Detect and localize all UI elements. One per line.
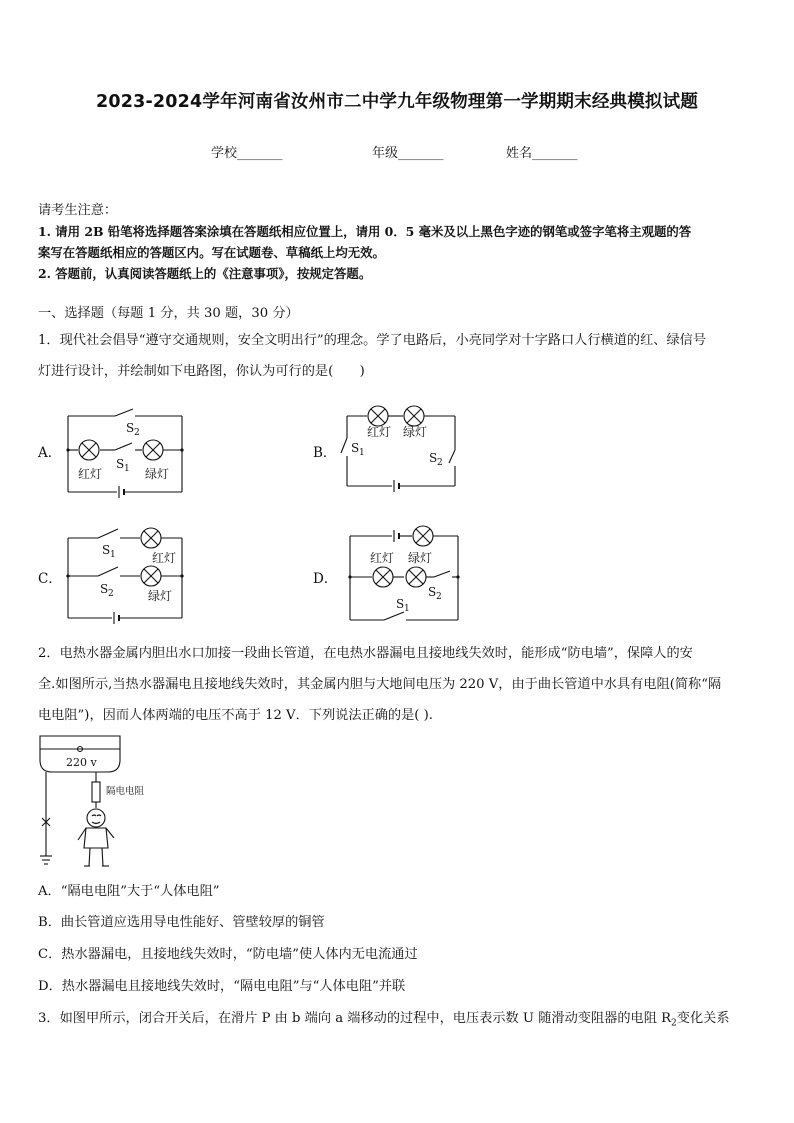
grade-field: 年级_______	[372, 146, 444, 161]
circuit-a-red-label: 红灯	[78, 467, 103, 481]
circuit-b-diagram	[335, 398, 465, 496]
q2-text-line-3: 电电阻”)，因而人体两端的电压不高于 12 V．下列说法正确的是( ).	[38, 708, 433, 723]
name-field: 姓名_______	[506, 146, 578, 161]
circuit-d-diagram	[342, 520, 472, 624]
q2-text-line-1: 2．电热水器金属内胆出水口加接一段曲长管道，在电热水器漏电且接地线失效时，能形成“防电墙”，保障人的安	[38, 646, 693, 661]
page-title: 2023-2024学年河南省汝州市二中学九年级物理第一学期期末经典模拟试题	[95, 92, 699, 112]
q2-option-a: A．“隔电电阻”大于“人体电阻”	[38, 884, 220, 899]
q1-option-d-label: D．	[313, 571, 338, 587]
q3-r-subscript: 2	[671, 1018, 677, 1029]
circuit-b-red-label: 红灯	[367, 425, 392, 439]
circuit-c-s2-label: S	[100, 582, 109, 596]
notice-item-1-line-1: 1. 请用 2B 铅笔将选择题答案涂填在答题纸相应位置上，请用 0．5 毫米及以上黑色字迹的钢笔或签字笔将主观题的答	[38, 224, 692, 239]
circuit-a-diagram	[60, 400, 190, 500]
circuit-c-diagram	[60, 520, 190, 628]
svg-text:2: 2	[436, 592, 442, 602]
circuit-b-s2-label: S	[429, 451, 438, 465]
svg-text:2: 2	[437, 458, 443, 468]
q1-option-a-label: A．	[38, 445, 62, 461]
svg-text:1: 1	[110, 550, 116, 560]
water-heater-figure	[34, 732, 159, 872]
circuit-c-green-label: 绿灯	[148, 589, 173, 603]
svg-text:1: 1	[124, 464, 130, 474]
circuit-c-red-label: 红灯	[152, 551, 177, 565]
notice-heading: 请考生注意：	[38, 203, 118, 218]
q1-text-line-1: 1．现代社会倡导“遵守交通规则，安全文明出行”的理念。学了电路后，小亮同学对十字路口人行横道的红、绿信号	[38, 333, 707, 348]
circuit-a-s2-label: S	[126, 421, 135, 435]
q2-option-b: B．曲长管道应选用导电性能好、管壁较厚的铜管	[38, 915, 325, 930]
circuit-d-s1-label: S	[396, 597, 405, 611]
q3-text-line-1	[38, 1009, 730, 1034]
heater-voltage-label: 220 v	[66, 756, 97, 769]
notice-item-1-line-2: 案写在答题纸相应的答题区内。写在试题卷、草稿纸上均无效。	[38, 245, 385, 260]
svg-text:1: 1	[359, 448, 365, 458]
circuit-d-s2-label: S	[428, 585, 437, 599]
school-field: 学校_______	[211, 146, 283, 161]
circuit-a-s1-label: S	[116, 457, 125, 471]
notice-item-2: 2. 答题前，认真阅读答题纸上的《注意事项》，按规定答题。	[38, 266, 372, 281]
circuit-b-s1-label: S	[351, 441, 360, 455]
circuit-d-red-label: 红灯	[370, 551, 395, 565]
circuit-c-s1-label: S	[102, 543, 111, 557]
isolation-resistor-label: 隔电电阻	[106, 786, 145, 797]
q2-text-line-2: 全.如图所示,当热水器漏电且接地线失效时，其金属内胆与大地间电压为 220 V，由于曲长管道中水具有电阻(简称“隔	[38, 677, 722, 692]
circuit-d-green-label: 绿灯	[408, 551, 433, 565]
q1-text-line-2: 灯进行设计，并绘制如下电路图，你认为可行的是( )	[38, 364, 365, 379]
circuit-b-green-label: 绿灯	[403, 425, 428, 439]
q3-text-main: 3．如图甲所示，闭合开关后，在滑片 P 由 b 端向 a 端移动的过程中，电压表示数 U 随滑动变阻器的电阻 R	[38, 1011, 672, 1026]
q2-option-c: C．热水器漏电，且接地线失效时，“防电墙”使人体内无电流通过	[38, 947, 418, 962]
svg-text:1: 1	[404, 604, 410, 614]
section-heading: 一、选择题（每题 1 分，共 30 题，30 分）	[38, 306, 299, 321]
q2-option-d: D．热水器漏电且接地线失效时，“隔电电阻”与“人体电阻”并联	[38, 979, 406, 994]
svg-text:2: 2	[134, 428, 140, 438]
q1-option-c-label: C．	[38, 571, 62, 587]
q1-option-b-label: B．	[313, 445, 337, 461]
q3-text-end: 变化关系	[676, 1011, 730, 1026]
circuit-a-green-label: 绿灯	[145, 467, 170, 481]
svg-text:2: 2	[108, 589, 114, 599]
